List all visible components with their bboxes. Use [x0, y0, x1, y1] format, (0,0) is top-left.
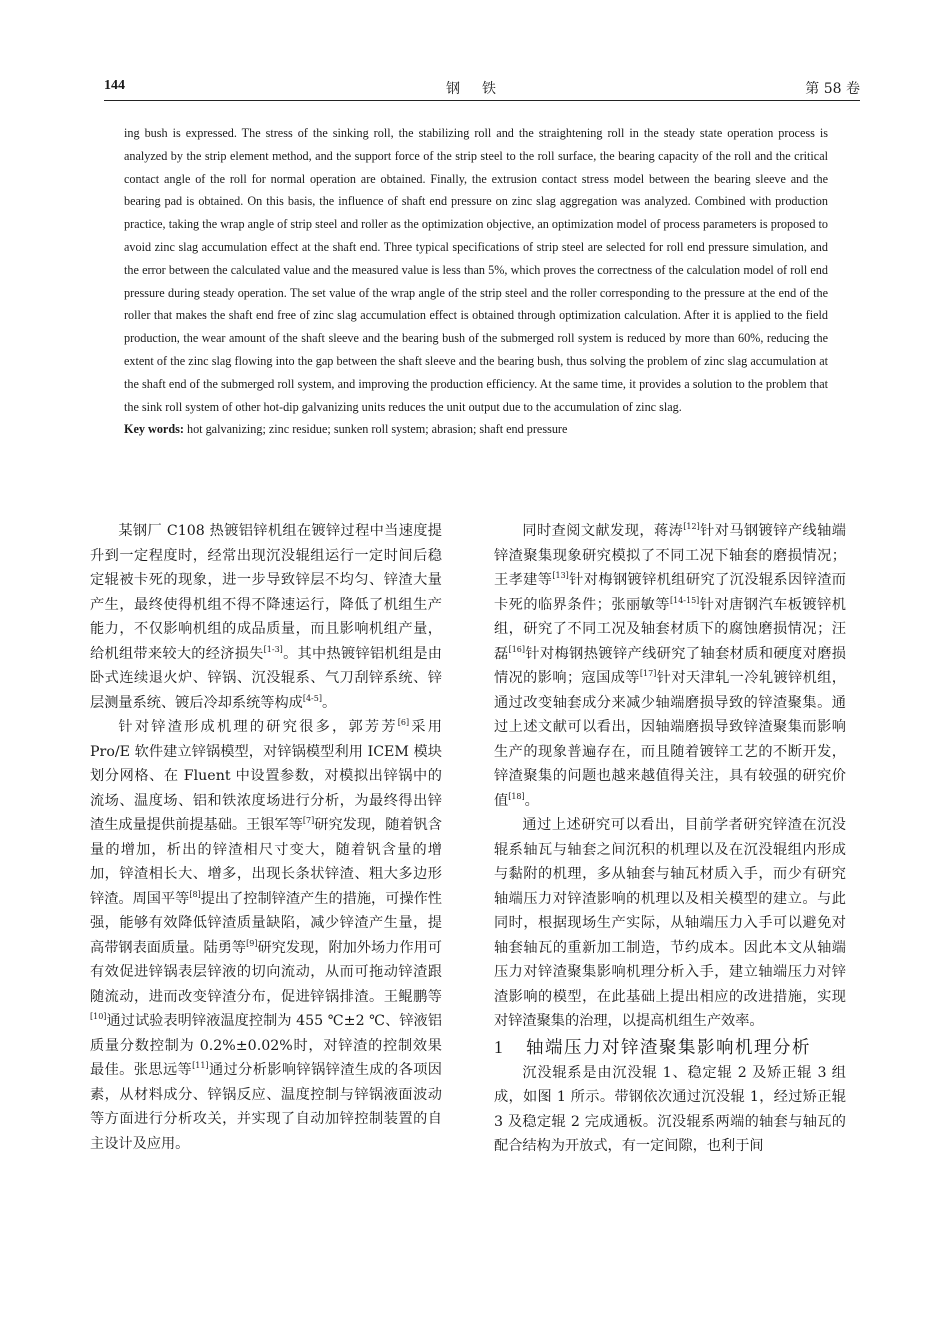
- citation: [11]: [192, 1061, 209, 1070]
- citation: [14-15]: [670, 595, 700, 605]
- citation: [7]: [302, 816, 315, 825]
- journal-name: 钢铁: [446, 81, 518, 97]
- intro-paragraph-2: 针对锌渣形成机理的研究很多，郭芳芳[6]采用 Pro/E 软件建立锌锅模型，对锌锅模型利用 ICEM 模块划分网格、在 Fluent 中设置参数，对模拟出锌锅中的流场、温度场、铝和铁浓度场进行分析，为最终得出锌渣生成量提供前提基础。王银军等[7]研究发现，随着钒含量的增加，析出的锌渣相尺寸变大，随着钒含量的增加，锌渣相长大、增多，出现长条状锌渣、粗大多边形锌渣。周国平等[8]提出了控制锌渣产生的措施，可操作性强，能够有效降低锌渣质量缺陷，减少锌渣产生量，提高带钢表面质量。陆勇等[9]研究发现，附加外场力作用可有效促进锌锅表层锌液的切向流动，从而可拖动锌渣跟随流动，进而改变锌渣分布，促进锌锅排渣。王鲲鹏等[10]通过试验表明锌液温度控制为 455 ℃±2 ℃、锌液铝质量分数控制为 0.2%±0.02%时，对锌渣的控制效果最佳。张思远等[11]通过分析影响锌锅锌渣生成的各项因素，从材料成分、锌锅反应、温度控制与锌锅液面波动等方面进行分析攻关，并实现了自动加锌控制装置的自主设计及应用。: [90, 718, 442, 1152]
- left-column: [90, 519, 442, 1156]
- citation: [10]: [90, 1012, 107, 1021]
- english-abstract: [124, 122, 828, 441]
- citation: [13]: [552, 571, 569, 580]
- intro-paragraph-3: 同时查阅文献发现，蒋涛[12]针对马钢镀锌产线轴端锌渣聚集现象研究模拟了不同工况下轴套的磨损情况；王孝建等[13]针对梅钢镀锌机组研究了沉没辊系因锌渣而卡死的临界条件；张丽敏等[14-15]针对唐钢汽车板镀锌机组，研究了不同工况及轴套材质下的腐蚀磨损情况；汪磊[16]针对梅钢热镀锌产线研究了轴套材质和硬度对磨损情况的影响；寇国成等[17]针对天津轧一冷轧镀锌机组，通过改变轴套成分来减少轴端磨损导致的锌渣聚集。通过上述文献可以看出，因轴端磨损导致锌渣聚集而影响生产的现象普遍存在，而且随着镀锌工艺的不断开发，锌渣聚集的问题也越来越值得关注，具有较强的研究价值[18]。: [494, 522, 846, 809]
- citation: [6]: [397, 718, 410, 727]
- right-column: [494, 519, 846, 1159]
- intro-paragraph-1: 某钢厂 C108 热镀铝锌机组在镀锌过程中当速度提升到一定程度时，经常出现沉没辊组运行一定时间后稳定辊被卡死的现象，进一步导致锌层不均匀、锌渣大量产生，最终使得机组不得不降速运行，降低了机组生产能力，不仅影响机组的成品质量，而且影响机组产量，给机组带来较大的经济损失[1-3]。其中热镀锌铝机组是由卧式连续退火炉、锌锅、沉没辊系、气刀刮锌系统、锌层测量系统、镀后冷却系统等构成[4-5]。: [90, 523, 442, 711]
- citation: [9]: [246, 938, 258, 948]
- section-heading: [494, 1034, 846, 1061]
- intro-paragraph-4: 通过上述研究可以看出，目前学者研究锌渣在沉没辊系轴瓦与轴套之间沉积的机理以及在沉没辊组内形成与黏附的机理，多从轴套与轴瓦材质入手，而少有研究轴端压力对锌渣影响的机理以及相关模型的建立。与此同时，根据现场生产实际，从轴端压力入手可以避免对轴套轴瓦的重新加工制造，节约成本。因此本文从轴端压力对锌渣聚集影响机理分析入手，建立轴端压力对锌渣影响的模型，在此基础上提出相应的改进措施，实现对锌渣聚集的治理，以提高机组生产效率。: [494, 817, 846, 1029]
- citation: [16]: [508, 644, 526, 654]
- keywords-label: Key words:: [124, 422, 184, 437]
- section-paragraph-1: 沉没辊系是由沉没辊 1、稳定辊 2 及矫正辊 3 组成，如图 1 所示。带钢依次通过沉没辊 1，经过矫正辊 3 及稳定辊 2 完成通板。沉没辊系两端的轴套与轴瓦的配合结构为开放式，有一定间隙，也利于间: [494, 1064, 846, 1154]
- abstract-text: ing bush is expressed. The stress of the sinking roll, the stabilizing roll and the straightening roll in the steady state operation process is analyzed by the strip element method, and the support force of the strip steel to the roll surface, the bearing capacity of the roll and the critical contact angle of the roll for normal operation are obtained. Finally, the extrusion contact stress model between the bearing sleeve and the bearing pad is obtained. On this basis, the influence of shaft end pressure on zinc slag aggregation was analyzed. Combined with production practice, taking the wrap angle of strip steel and roller as the optimization objective, an optimization model of process parameters is proposed to avoid zinc slag accumulation effect at the shaft end. Three typical specifications of strip steel are selected for roll end pressure simulation, and the error between the calculated value and the measured value is less than 5%, which proves the correctness of the calculation model of roll end pressure during steady operation. The set value of the wrap angle of the strip steel and the roller corresponding to the pressure at the end of the roller that makes the shaft end free of zinc slag accumulation effect is obtained through optimization calculation. After it is applied to the field production, the wear amount of the shaft sleeve and the bearing bush of the submerged roll system is reduced by more than 60%, reducing the extent of the zinc slag flowing into the gap between the shaft sleeve and the bearing bush, thus solving the problem of zinc slag accumulation at the shaft end of the submerged roll system, and improving the production efficiency. At the same time, it provides a solution to the problem that the sink roll system of other hot-dip galvanizing units reduces the unit output due to the accumulation of zinc slag.: [124, 126, 828, 414]
- citation: [1-3]: [263, 644, 283, 654]
- section-number: 1: [494, 1036, 505, 1057]
- citation: [17]: [639, 669, 657, 678]
- citation: [12]: [683, 522, 700, 531]
- running-header: [104, 78, 860, 101]
- citation: [4-5]: [302, 693, 322, 703]
- volume-label: 第 58 卷: [805, 81, 860, 97]
- citation: [18]: [508, 791, 525, 801]
- section-title: 轴端压力对锌渣聚集影响机理分析: [526, 1037, 811, 1058]
- page-number: 144: [104, 78, 125, 93]
- citation: [8]: [189, 889, 201, 899]
- keywords-text: hot galvanizing; zinc residue; sunken roll system; abrasion; shaft end pressure: [186, 422, 568, 437]
- keywords-line: [124, 418, 828, 441]
